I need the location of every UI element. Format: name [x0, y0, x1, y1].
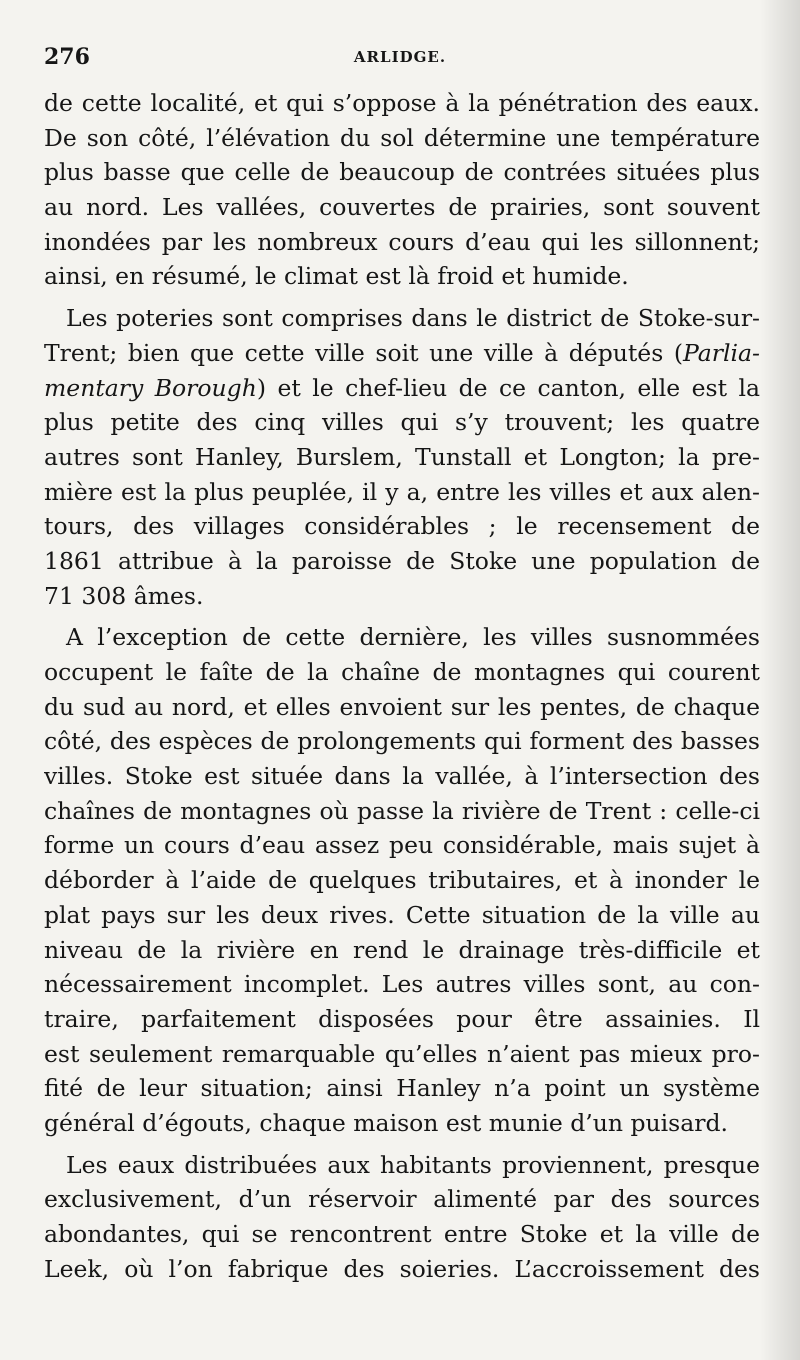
- page-header: [44, 44, 756, 74]
- page-number: 276: [44, 44, 90, 70]
- text-line: traire, parfaitement disposées pour être assainies. Il: [44, 1004, 760, 1033]
- text-line: nécessairement incomplet. Les autres villes sont, au con-: [44, 970, 760, 999]
- text-line: [44, 371, 760, 406]
- text-line: niveau de la rivière en rend le drainage très-difficile et: [44, 935, 760, 964]
- text-line: tours, des villages considérables ; le recensement de: [44, 512, 760, 541]
- text-line: déborder à l’aide de quelques tributaires, et à inonder le: [44, 866, 760, 895]
- text-line: de cette localité, et qui s’oppose à la pénétration des eaux.: [44, 89, 760, 117]
- italic-term: mentary Borough: [44, 373, 257, 402]
- text-line: exclusivement, d’un réservoir alimenté par des sources: [44, 1185, 760, 1214]
- text-line: au nord. Les vallées, couvertes de prairies, sont souvent: [44, 193, 760, 222]
- text-segment: ) et le chef-lieu de ce canton, elle est la: [256, 373, 760, 402]
- text-line: Les eaux distribuées aux habitants proviennent, presque: [66, 1150, 760, 1179]
- text-line: chaînes de montagnes où passe la rivière de Trent : celle-ci: [44, 796, 760, 825]
- text-line: est seulement remarquable qu’elles n’aient pas mieux pro-: [44, 1039, 760, 1068]
- text-line: 71 308 âmes.: [44, 581, 204, 610]
- text-line: plat pays sur les deux rives. Cette situation de la ville au: [44, 900, 760, 929]
- text-line: De son côté, l’élévation du sol détermine une température: [44, 123, 760, 152]
- text-line: inondées par les nombreux cours d’eau qui les sillonnent;: [44, 227, 760, 256]
- body-text: [44, 86, 760, 1286]
- text-line: Leek, où l’on fabrique des soieries. L’accroissement des: [44, 1254, 760, 1283]
- italic-term: Parlia-: [683, 338, 760, 367]
- text-line: du sud au nord, et elles envoient sur les pentes, de chaque: [44, 692, 760, 721]
- text-line: Les poteries sont comprises dans le district de Stoke-sur-: [66, 304, 760, 333]
- text-segment: Trent; bien que cette ville soit une ville à députés (: [44, 338, 684, 367]
- text-line: fité de leur situation; ainsi Hanley n’a point un système: [44, 1074, 760, 1103]
- text-line: général d’égouts, chaque maison est munie d’un puisard.: [44, 1108, 728, 1137]
- text-line: occupent le faîte de la chaîne de montagnes qui courent: [44, 658, 760, 686]
- paragraph: [44, 1148, 760, 1287]
- text-line: plus basse que celle de beaucoup de contrées situées plus: [44, 158, 760, 187]
- text-line: abondantes, qui se rencontrent entre Stoke et la ville de: [44, 1220, 760, 1248]
- text-line: ainsi, en résumé, le climat est là froid et humide.: [44, 262, 629, 291]
- text-line: côté, des espèces de prolongements qui forment des basses: [44, 727, 760, 756]
- text-line: forme un cours d’eau assez peu considérable, mais sujet à: [44, 831, 760, 860]
- text-line: A l’exception de cette dernière, les villes susnommées: [66, 623, 760, 652]
- text-line: plus petite des cinq villes qui s’y trouvent; les quatre: [44, 408, 760, 437]
- text-line: villes. Stoke est située dans la vallée, à l’intersection des: [44, 762, 760, 791]
- page-gutter-shadow: [760, 0, 800, 1360]
- text-line: autres sont Hanley, Burslem, Tunstall et Longton; la pre-: [44, 442, 760, 471]
- paragraph: [44, 620, 760, 1140]
- text-line: 1861 attribue à la paroisse de Stoke une population de: [44, 546, 760, 575]
- text-line: mière est la plus peuplée, il y a, entre les villes et aux alen-: [44, 477, 760, 506]
- paragraph: [44, 86, 760, 294]
- running-head: ARLIDGE.: [353, 48, 447, 66]
- text-line: [44, 336, 760, 371]
- paragraph: [44, 301, 760, 613]
